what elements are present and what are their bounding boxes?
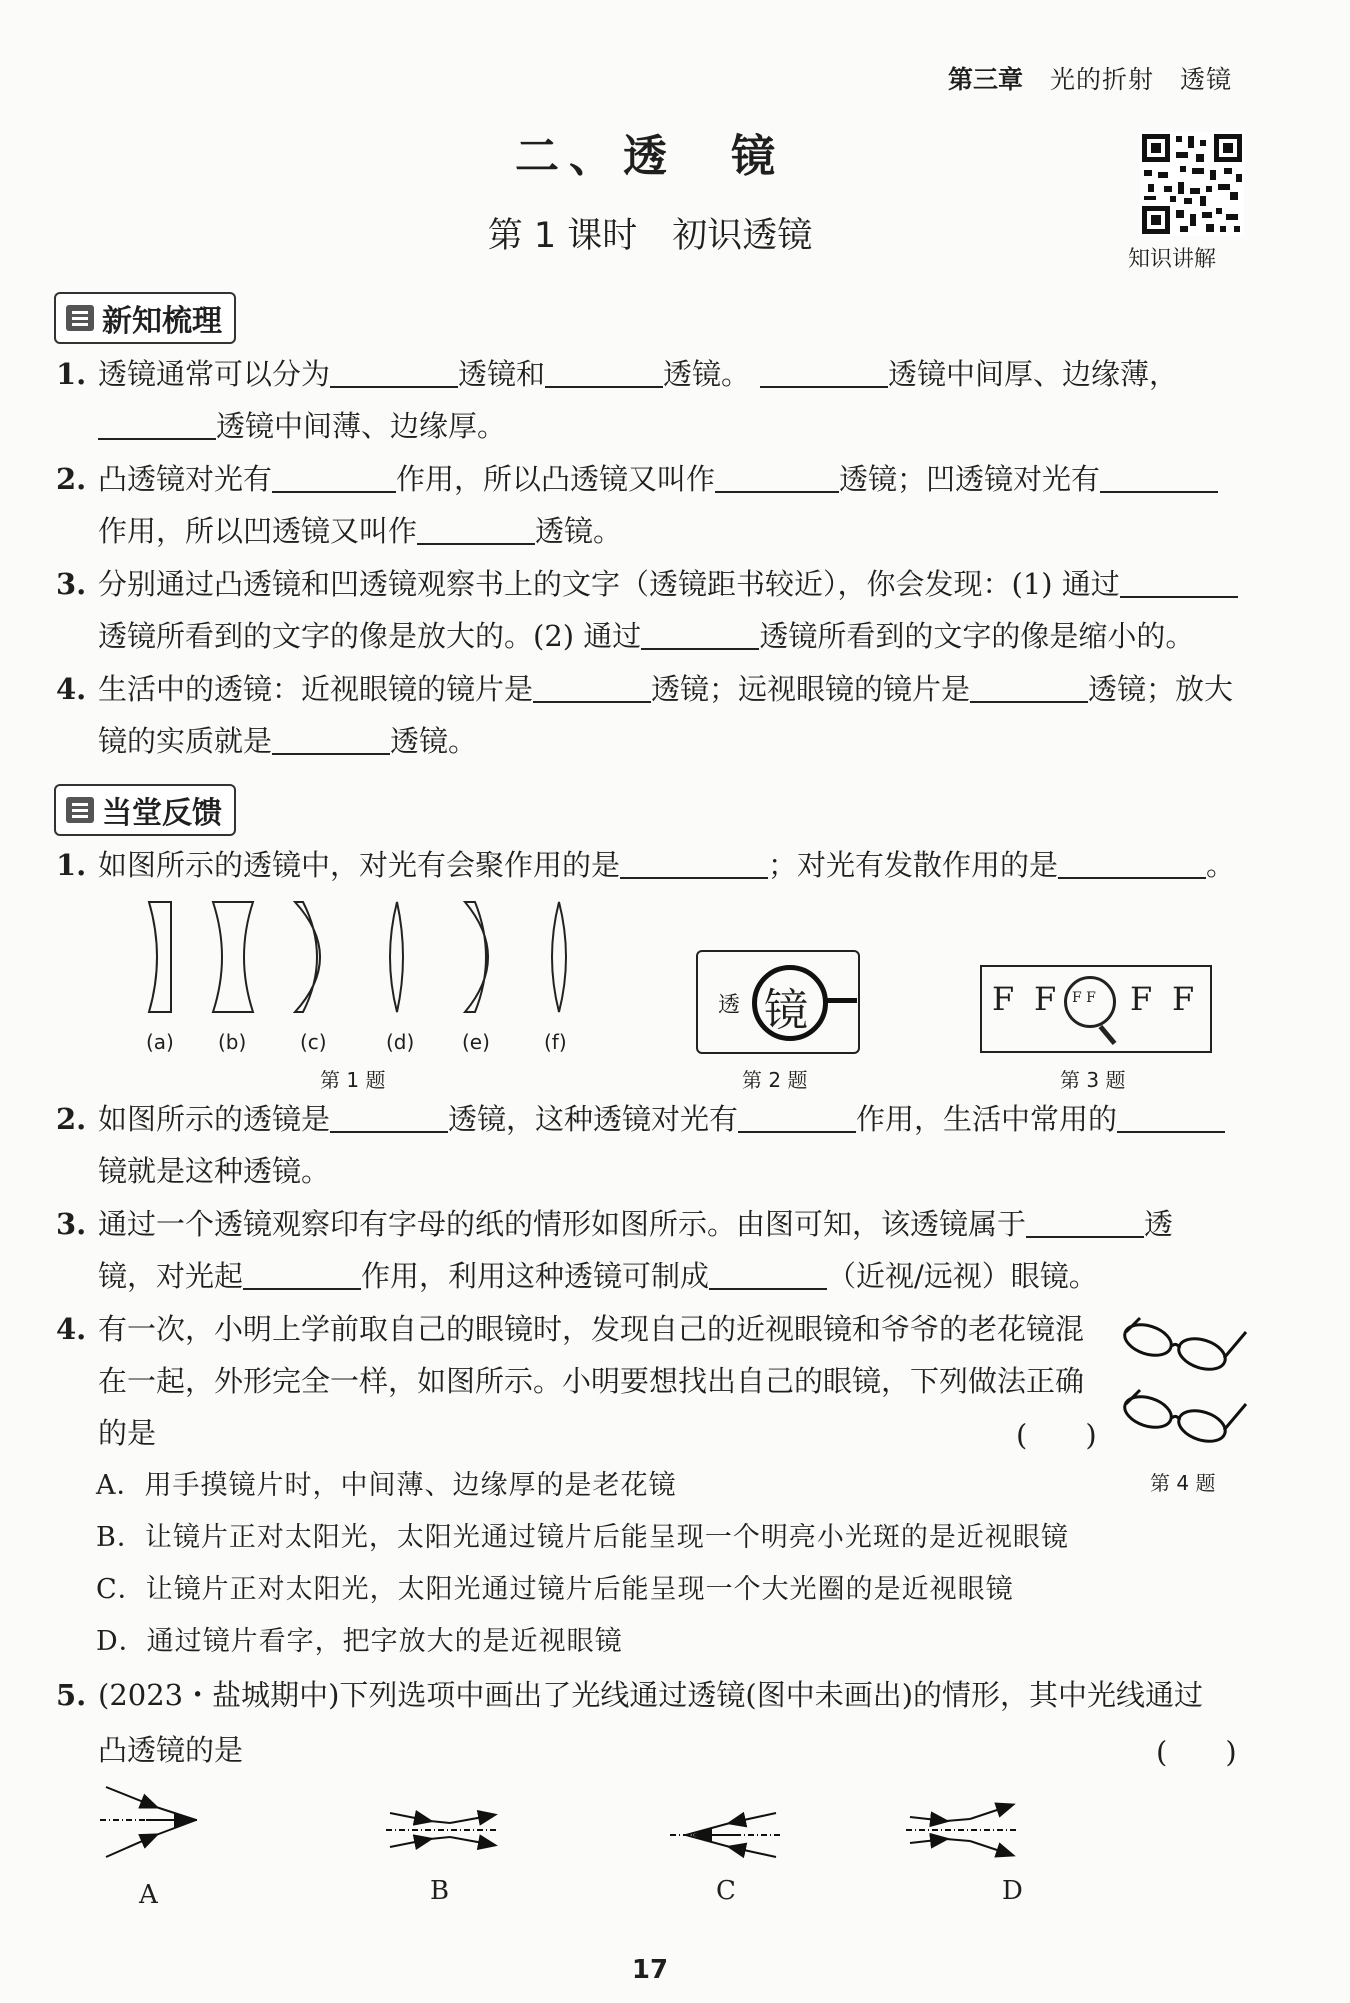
option-label-c[interactable]: C (716, 1876, 736, 1906)
lens-label: (b) (218, 1030, 247, 1054)
answer-blank[interactable] (641, 620, 759, 650)
nk-q3-line2: 透镜所看到的文字的像是放大的。(2) 通过 透镜所看到的文字的像是缩小的。 (98, 619, 1195, 653)
book-icon (66, 305, 94, 331)
lens-label: (a) (146, 1030, 174, 1054)
answer-paren[interactable]: ( ) (1156, 1735, 1237, 1769)
page-number: 17 (631, 1955, 669, 1985)
page-title: 二、透 镜 (515, 131, 785, 182)
ray-diagram-b (386, 1813, 496, 1847)
fb-q3-line2: 镜，对光起 作用，利用这种透镜可制成 （近视/远视）眼镜。 (98, 1259, 1098, 1293)
nk-q2-line1: 2. 凸透镜对光有 作用，所以凸透镜又叫作 透镜；凹透镜对光有 (56, 459, 1236, 499)
fb-q3-line1: 3. 通过一个透镜观察印有字母的纸的情形如图所示。由图可知，该透镜属于 透 (56, 1207, 1174, 1241)
figure-caption: 第 4 题 (1150, 1471, 1216, 1495)
nk-q1-line2: 透镜中间薄、边缘厚。 (56, 406, 1236, 446)
answer-blank[interactable] (620, 849, 768, 879)
ray-diagram-d (906, 1805, 1016, 1855)
ray-diagram-c (670, 1813, 780, 1857)
answer-blank[interactable] (1120, 568, 1238, 598)
figure-caption: 第 2 题 (742, 1068, 808, 1092)
glasses-icon (1121, 1318, 1246, 1375)
qr-label: 知识讲解 (1128, 247, 1217, 272)
section-feedback: 当堂反馈 (54, 784, 236, 836)
option-label-b[interactable]: B (430, 1876, 450, 1906)
answer-blank[interactable] (533, 673, 651, 703)
lens-label: (d) (386, 1030, 415, 1054)
fig3-small-letters: F F (1072, 990, 1096, 1006)
fb-q5-line2: 凸透镜的是 (98, 1733, 244, 1767)
fig3-letter: F (1034, 980, 1057, 1018)
nk-q1-line1: 1. 透镜通常可以分为 透镜和 透镜。 透镜中间厚、边缘薄， (56, 357, 1179, 391)
lesson-subtitle: 第 1 课时 初识透镜 (487, 216, 813, 256)
answer-blank[interactable] (970, 673, 1088, 703)
answer-blank[interactable] (98, 410, 216, 440)
answer-blank[interactable] (738, 1103, 856, 1133)
lens-e (465, 902, 488, 1012)
answer-blank[interactable] (760, 358, 888, 388)
option-b[interactable]: B．让镜片正对太阳光，太阳光通过镜片后能呈现一个明亮小光斑的是近视眼镜 (96, 1522, 1069, 1553)
figure-caption: 第 3 题 (1060, 1068, 1126, 1092)
option-d[interactable]: D．通过镜片看字，把字放大的是近视眼镜 (96, 1626, 623, 1657)
magnifier-handle (825, 998, 857, 1003)
answer-blank[interactable] (709, 1260, 827, 1290)
answer-blank[interactable] (545, 358, 663, 388)
answer-blank[interactable] (1026, 1208, 1144, 1238)
nk-q4-line1: 4. 生活中的透镜：近视眼镜的镜片是 透镜；远视眼镜的镜片是 透镜；放大 (56, 672, 1234, 706)
answer-blank[interactable] (243, 1260, 361, 1290)
fb-q4-line3: 的是 (98, 1416, 157, 1450)
answer-blank[interactable] (272, 463, 396, 493)
answer-blank[interactable] (417, 515, 535, 545)
qr-code-icon[interactable] (1140, 132, 1244, 236)
lens-d (390, 902, 403, 1012)
pencil-icon (66, 797, 94, 823)
answer-blank[interactable] (330, 358, 458, 388)
answer-blank[interactable] (330, 1103, 448, 1133)
lens-f (552, 902, 566, 1012)
chapter-topic: 光的折射 透镜 (1050, 65, 1233, 94)
fb-q1-line: 1. 如图所示的透镜中，对光有会聚作用的是 ；对光有发散作用的是 。 (56, 848, 1236, 882)
option-label-a[interactable]: A (139, 1880, 158, 1910)
fb-q5-line1: 5. (2023・盐城期中)下列选项中画出了光线通过透镜(图中未画出)的情形，其中光线通过 (56, 1678, 1204, 1712)
figure-caption: 第 1 题 (320, 1068, 386, 1092)
lens-label: (c) (300, 1030, 327, 1054)
nk-q3-line1: 3. 分别通过凸透镜和凹透镜观察书上的文字（透镜距书较近），你会发现：(1) 通过 (56, 564, 1236, 604)
lens-c (295, 902, 320, 1012)
fb-q4-line2: 在一起，外形完全一样，如图所示。小明要想找出自己的眼镜，下列做法正确 (98, 1364, 1085, 1398)
option-c[interactable]: C．让镜片正对太阳光，太阳光通过镜片后能呈现一个大光圈的是近视眼镜 (96, 1574, 1014, 1605)
answer-blank[interactable] (715, 463, 839, 493)
answer-blank[interactable] (1058, 849, 1206, 879)
fig2-small-text: 透 (718, 993, 741, 1018)
fb-q4-line1: 4. 有一次，小明上学前取自己的眼镜时，发现自己的近视眼镜和爷爷的老花镜混 (56, 1312, 1085, 1346)
lens-label: (e) (462, 1030, 490, 1054)
section-new-knowledge: 新知梳理 (54, 292, 236, 344)
answer-paren[interactable]: ( ) (1016, 1418, 1097, 1452)
fig3-letter: F (992, 980, 1015, 1018)
chapter-label: 第三章 (948, 65, 1024, 94)
lens-figure (135, 900, 595, 1020)
fb-q2-line2: 镜就是这种透镜。 (98, 1154, 331, 1188)
answer-blank[interactable] (272, 725, 390, 755)
lens-a (149, 902, 171, 1012)
answer-blank[interactable] (1100, 463, 1218, 493)
lens-label: (f) (544, 1030, 567, 1054)
glasses-figure (1120, 1310, 1250, 1470)
nk-q4-line2: 镜的实质就是 透镜。 (98, 724, 478, 758)
option-label-d[interactable]: D (1002, 1876, 1023, 1906)
nk-q2-line2: 作用，所以凹透镜又叫作 透镜。 (98, 514, 623, 548)
fig3-letter: F (1172, 980, 1195, 1018)
ray-diagrams (90, 1775, 1090, 1885)
fig2-big-text: 镜 (764, 985, 808, 1036)
fig3-letter: F (1130, 980, 1153, 1018)
glasses-icon (1121, 1390, 1246, 1447)
lens-b (213, 902, 253, 1012)
answer-blank[interactable] (1117, 1103, 1225, 1133)
option-a[interactable]: A．用手摸镜片时，中间薄、边缘厚的是老花镜 (96, 1470, 677, 1501)
ray-diagram-a (100, 1787, 200, 1857)
fb-q2-line1: 2. 如图所示的透镜是 透镜，这种透镜对光有 作用，生活中常用的 (56, 1099, 1236, 1139)
